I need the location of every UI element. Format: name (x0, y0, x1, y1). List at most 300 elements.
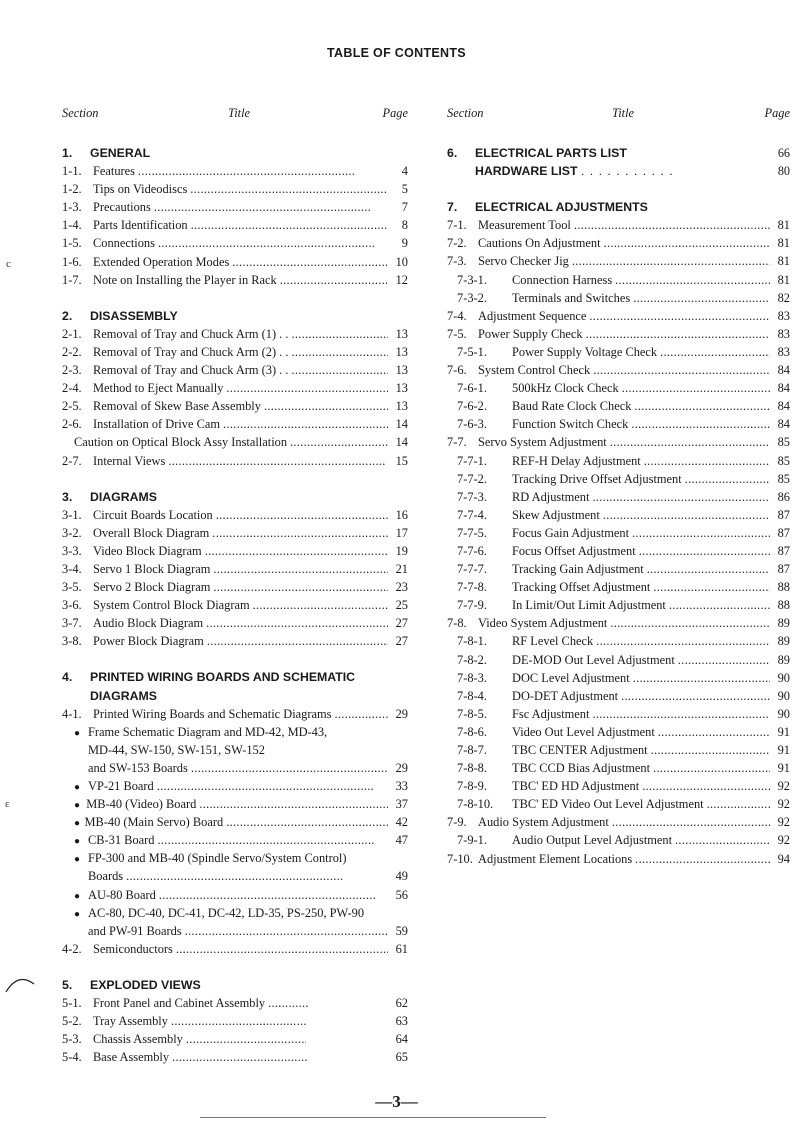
toc-entry[interactable] (62, 994, 408, 1012)
toc-subentry[interactable] (447, 415, 790, 433)
toc-entry[interactable] (447, 850, 790, 868)
toc-entry[interactable]: 4-2. Semiconductors . . . 61 (62, 940, 408, 958)
entry-title: RD Adjustment (512, 489, 590, 504)
entry-title: Front Panel and Cabinet Assembly (93, 996, 266, 1011)
entry-number: 5-3. (62, 1032, 82, 1047)
entry-title: Caution on Optical Block Assy Installation (74, 435, 288, 450)
toc-subentry[interactable] (447, 470, 790, 488)
entry-title: TBC CCD Bias Adjustment (512, 761, 651, 776)
entry-page: 8 (401, 218, 408, 233)
entry-page: 5 (401, 182, 408, 197)
entry-number: 7-9-1. (457, 833, 487, 848)
entry-page: 94 (777, 851, 790, 866)
entry-title: Tracking Drive Offset Adjustment (512, 471, 682, 486)
dot-leader (220, 415, 388, 433)
entry-number: 3-5. (62, 580, 82, 595)
toc-subentry[interactable] (447, 741, 790, 759)
page-title: TABLE OF CONTENTS (327, 46, 466, 60)
entry-title: System Control Check (478, 363, 591, 378)
dot-leader (590, 361, 770, 379)
toc-subentry[interactable] (447, 379, 790, 397)
left-column (62, 106, 408, 1084)
toc-subentry[interactable] (447, 795, 790, 813)
entry-number: 7-7. (447, 435, 467, 450)
toc-subentry[interactable] (447, 271, 790, 289)
entry-number: 7-7-9. (457, 598, 487, 613)
entry-page: 83 (777, 308, 790, 323)
entry-page: 92 (777, 815, 790, 830)
entry-number: 7-8-5. (457, 706, 487, 721)
toc-entry[interactable] (62, 506, 408, 524)
column-header (447, 106, 790, 122)
toc-subentry-cont[interactable]: and PW-91 Boards . . . 59 (62, 922, 408, 940)
header-section: Section (447, 106, 484, 120)
dot-leader (571, 216, 770, 234)
dot-leader (648, 741, 770, 759)
entry-page: 10 (395, 254, 408, 269)
toc-entry[interactable] (62, 560, 408, 578)
toc-entry[interactable] (62, 253, 408, 271)
entry-page: 92 (777, 797, 790, 812)
group-heading-cont: DIAGRAMS (90, 688, 157, 703)
dot-leader (629, 524, 770, 542)
entry-title: Features (93, 164, 135, 179)
dot-leader (666, 596, 770, 614)
toc-subentry[interactable] (447, 831, 790, 849)
entry-number: 2-4. (62, 381, 82, 396)
entry-title: Video Out Level Adjustment (512, 724, 655, 739)
dot-leader (589, 705, 770, 723)
header-title: Title (228, 106, 251, 120)
dot-leader (675, 651, 770, 669)
entry-page: 21 (395, 561, 408, 576)
toc-subentry[interactable]: ● FP-300 and MB-40 (Spindle Servo/System Control) (74, 851, 347, 866)
entry-page: 90 (777, 688, 790, 703)
dot-leader (168, 1012, 306, 1030)
entry-title: Tray Assembly (93, 1014, 168, 1029)
entry-number: 2-5. (62, 399, 82, 414)
dot-leader (213, 506, 388, 524)
toc-subentry[interactable] (447, 777, 790, 795)
toc-subentry[interactable]: ● Frame Schematic Diagram and MD-42, MD-43, (74, 724, 328, 739)
entry-page: 90 (777, 706, 790, 721)
corner-mark (4, 970, 44, 1000)
entry-number: 7-3-1. (457, 272, 487, 287)
toc-entry[interactable] (62, 180, 408, 198)
toc-group-general (62, 144, 408, 289)
dot-leader (657, 343, 770, 361)
toc-subentry[interactable]: ● AU-80 Board . . . 56 (62, 886, 408, 904)
toc-entry[interactable] (447, 252, 790, 270)
toc-entry[interactable] (62, 578, 408, 596)
toc-group-electrical-adjustments (447, 198, 790, 867)
entry-page: 62 (395, 996, 408, 1011)
entry-page: 13 (395, 381, 408, 396)
toc-entry[interactable] (62, 433, 408, 451)
dot-leader (619, 379, 770, 397)
dot-leader (135, 162, 388, 180)
entry-number: 3-8. (62, 634, 82, 649)
dot-leader (630, 289, 770, 307)
toc-subentry-cont[interactable]: and SW-153 Boards . . . 29 (62, 759, 408, 777)
dot-leader (631, 397, 770, 415)
dot-leader (204, 632, 388, 650)
toc-entry[interactable] (447, 325, 790, 343)
entry-page: 81 (777, 272, 790, 287)
dot-leader (607, 614, 770, 632)
entry-number: 7-8-10. (457, 797, 494, 812)
group-heading: 4. PRINTED WIRING BOARDS AND SCHEMATIC (62, 670, 356, 685)
entry-number: 7-3-2. (457, 290, 487, 305)
entry-page: 85 (777, 453, 790, 468)
dot-leader (250, 596, 388, 614)
dot-leader (672, 831, 770, 849)
dot-leader (202, 542, 388, 560)
group-heading: 1. GENERAL (62, 146, 151, 160)
toc-subentry[interactable] (447, 397, 790, 415)
entry-number: 7-8-8. (457, 761, 487, 776)
header-title: Title (612, 106, 635, 120)
toc-entry[interactable] (447, 813, 790, 831)
entry-title: Internal Views (93, 453, 166, 468)
column-header (62, 106, 408, 122)
toc-entry[interactable] (62, 343, 408, 361)
toc-subentry[interactable] (447, 452, 790, 470)
entry-number: 7-6-3. (457, 417, 487, 432)
entry-number: 7-8-3. (457, 670, 487, 685)
entry-page: 9 (401, 236, 408, 251)
entry-page: 63 (395, 1014, 408, 1029)
dot-leader (165, 452, 388, 470)
entry-page: 4 (401, 164, 408, 179)
toc-entry[interactable] (62, 271, 408, 289)
toc-entry[interactable] (62, 397, 408, 415)
toc-group-disassembly (62, 307, 408, 470)
entry-title: Tracking Gain Adjustment (512, 562, 644, 577)
dot-leader (151, 198, 388, 216)
group-heading[interactable]: 6. ELECTRICAL PARTS LIST 66 (447, 146, 790, 160)
entry-title: Function Switch Check (512, 417, 629, 432)
toc-entry[interactable] (447, 307, 790, 325)
entry-title: System Control Block Diagram (93, 598, 250, 613)
entry-number: 7-8-2. (457, 652, 487, 667)
entry-number: 7-1. (447, 218, 467, 233)
entry-number: 2-7. (62, 453, 82, 468)
dot-leader (203, 614, 388, 632)
dot-leader (169, 1048, 307, 1066)
dot-leader (600, 506, 770, 524)
dot-leader (636, 542, 770, 560)
entry-number: 7-6-2. (457, 399, 487, 414)
toc-group-printed-wiring (62, 668, 408, 958)
entry-page: 19 (395, 543, 408, 558)
header-page: Page (764, 106, 790, 120)
toc-subentry[interactable] (447, 705, 790, 723)
entry-number: 7-2. (447, 236, 467, 251)
entry-number: 7-8-7. (457, 743, 487, 757)
toc-subentry[interactable] (447, 506, 790, 524)
entry-number: 7-7-1. (457, 453, 487, 468)
toc-entry[interactable] (447, 614, 790, 632)
entry-title: TBC' ED Video Out Level Adjustment (512, 797, 704, 812)
entry-page: 82 (777, 290, 790, 305)
toc-subentry[interactable] (447, 343, 790, 361)
margin-mark: ε (5, 798, 10, 810)
entry-page: 25 (395, 598, 408, 613)
entry-title: Measurement Tool (478, 218, 571, 233)
entry-page: 86 (777, 489, 790, 504)
dot-leader (650, 578, 770, 596)
toc-entry[interactable] (62, 542, 408, 560)
entry-title: Removal of Tray and Chuck Arm (2) . . (93, 344, 289, 359)
entry-number: 7-5. (447, 326, 467, 341)
entry-title: Servo 2 Block Diagram (93, 580, 211, 595)
entry-page: 89 (777, 652, 790, 667)
dot-leader (618, 687, 770, 705)
entry-page: 13 (395, 399, 408, 414)
entry-page: 13 (395, 326, 408, 341)
margin-mark: c (6, 258, 11, 270)
entry-number: 7-4. (447, 308, 467, 323)
entry-title: Note on Installing the Player in Rack (93, 272, 277, 287)
entry-number: 3-2. (62, 525, 82, 540)
toc-entry[interactable] (62, 325, 408, 343)
toc-subentry[interactable] (447, 524, 790, 542)
entry-title: Audio Output Level Adjustment (512, 833, 673, 848)
toc-subentry[interactable] (447, 632, 790, 650)
entry-number: 5-4. (62, 1050, 82, 1065)
entry-page: 84 (777, 381, 790, 396)
dot-leader (223, 379, 388, 397)
toc-subentry[interactable]: ● MB-40 (Main Servo) Board . . . 42 (62, 813, 408, 831)
entry-number: 1-1. (62, 164, 82, 179)
toc-entry[interactable] (62, 1030, 408, 1048)
toc-subentry[interactable]: ● VP-21 Board . . . 33 (62, 777, 408, 795)
toc-entry[interactable] (62, 614, 408, 632)
entry-number: 7-7-7. (457, 562, 487, 577)
toc-subentry[interactable] (447, 578, 790, 596)
entry-page: 14 (395, 417, 408, 432)
toc-subentry[interactable] (447, 596, 790, 614)
dot-leader (187, 180, 388, 198)
entry-title: Parts Identification (93, 218, 188, 233)
group-heading: 2. DISASSEMBLY (62, 308, 178, 323)
entry-number: 2-2. (62, 344, 82, 359)
dot-leader (155, 234, 388, 252)
entry-title: DE-MOD Out Level Adjustment (512, 652, 675, 667)
toc-entry[interactable] (447, 433, 790, 451)
entry-page: 81 (777, 236, 790, 251)
dot-leader (287, 433, 388, 451)
entry-title: Connection Harness (512, 272, 613, 287)
toc-entry[interactable] (62, 452, 408, 470)
toc-entry[interactable]: 4-1. Printed Wiring Boards and Schematic Diagrams . . . 29 (62, 705, 408, 723)
entry-title: Removal of Tray and Chuck Arm (3) . . (93, 363, 289, 378)
group-heading-cont[interactable]: HARDWARE LIST . . . . . . . . . . . 80 (475, 164, 790, 179)
entry-title: Servo System Adjustment (478, 435, 607, 450)
dot-leader (630, 669, 770, 687)
entry-number: 2-6. (62, 417, 82, 432)
entry-page: 17 (395, 525, 408, 540)
entry-number: 7-7-4. (457, 507, 487, 522)
entry-number: 7-7-3. (457, 489, 487, 504)
dot-leader (704, 795, 770, 813)
toc-entry[interactable] (447, 234, 790, 252)
entry-page: 92 (777, 779, 790, 794)
toc-subentry[interactable] (447, 669, 790, 687)
dot-leader (569, 252, 770, 270)
entry-page: 89 (777, 616, 790, 631)
entry-title: RF Level Check (512, 634, 594, 649)
dot-leader (589, 488, 770, 506)
toc-entry[interactable] (62, 216, 408, 234)
toc-entry[interactable] (62, 234, 408, 252)
toc-subentry[interactable] (447, 687, 790, 705)
footer-rule (200, 1117, 546, 1118)
entry-page: 23 (395, 580, 408, 595)
toc-subentry[interactable]: ● AC-80, DC-40, DC-41, DC-42, LD-35, PS-250, PW-90 (74, 905, 365, 920)
entry-page: 84 (777, 417, 790, 432)
dot-leader (655, 723, 770, 741)
entry-number: 7-7-2. (457, 471, 487, 486)
entry-page: 27 (395, 634, 408, 649)
entry-page: 83 (777, 344, 790, 359)
toc-entry[interactable] (62, 361, 408, 379)
entry-title: TBC CENTER Adjustment (512, 743, 648, 757)
dot-leader (641, 452, 770, 470)
dot-leader (609, 813, 770, 831)
entry-page: 91 (777, 743, 790, 757)
toc-subentry[interactable] (447, 723, 790, 741)
entry-title: Connections (93, 236, 155, 251)
toc-group-diagrams (62, 488, 408, 651)
entry-page: 92 (777, 833, 790, 848)
entry-title: REF-H Delay Adjustment (512, 453, 641, 468)
dot-leader (593, 632, 770, 650)
header-page: Page (382, 106, 408, 120)
entry-number: 7-3. (447, 254, 467, 269)
entry-page: 85 (777, 471, 790, 486)
entry-title: Tracking Offset Adjustment (512, 580, 651, 595)
dot-leader (288, 361, 388, 379)
toc-entry[interactable] (447, 361, 790, 379)
entry-title: Fsc Adjustment (512, 706, 590, 721)
page-number: —3— (375, 1092, 418, 1111)
entry-page: 65 (395, 1050, 408, 1065)
entry-title: Baud Rate Clock Check (512, 399, 632, 414)
toc-subentry[interactable] (447, 560, 790, 578)
toc-entry[interactable] (62, 162, 408, 180)
toc-subentry[interactable] (447, 542, 790, 560)
entry-number: 7-6-1. (457, 381, 487, 396)
entry-page: 88 (777, 580, 790, 595)
entry-title: DO-DET Adjustment (512, 688, 619, 703)
entry-page: 87 (777, 543, 790, 558)
entry-number: 3-6. (62, 598, 82, 613)
toc-entry[interactable] (62, 1012, 408, 1030)
toc-entry[interactable] (62, 198, 408, 216)
toc-group-exploded-views (62, 976, 408, 1066)
dot-leader (650, 759, 770, 777)
entry-title: Servo Checker Jig (478, 254, 569, 269)
toc-entry[interactable] (62, 524, 408, 542)
entry-page: 64 (395, 1032, 408, 1047)
entry-title: Audio Block Diagram (93, 616, 204, 631)
entry-title: Adjustment Element Locations (478, 851, 633, 866)
dot-leader (288, 343, 388, 361)
toc-subentry[interactable] (447, 488, 790, 506)
entry-page: 12 (395, 272, 408, 287)
toc-subentry-cont: MD-44, SW-150, SW-151, SW-152 (88, 742, 265, 757)
entry-page: 87 (777, 525, 790, 540)
toc-entry[interactable] (62, 632, 408, 650)
dot-leader (210, 560, 388, 578)
entry-number: 2-1. (62, 326, 82, 341)
toc-entry[interactable] (447, 216, 790, 234)
entry-title: Overall Block Diagram (93, 525, 210, 540)
entry-page: 15 (395, 453, 408, 468)
entry-page: 87 (777, 507, 790, 522)
toc-subentry[interactable]: ● MB-40 (Video) Board . . . 37 (62, 795, 408, 813)
entry-title: Removal of Skew Base Assembly (93, 399, 261, 414)
entry-title: Tips on Videodiscs (93, 182, 188, 197)
entry-number: 7-5-1. (457, 344, 487, 359)
dot-leader (612, 271, 770, 289)
dot-leader (277, 271, 388, 289)
dot-leader (601, 234, 770, 252)
entry-title: Focus Offset Adjustment (512, 543, 636, 558)
right-column (447, 106, 790, 868)
entry-number: 7-8-4. (457, 688, 487, 703)
toc-entry[interactable] (62, 415, 408, 433)
entry-number: 1-3. (62, 200, 82, 215)
entry-title: 500kHz Clock Check (512, 381, 619, 396)
entry-number: 5-2. (62, 1014, 82, 1029)
toc-subentry[interactable]: ● CB-31 Board . . . 47 (62, 831, 408, 849)
toc-subentry[interactable] (447, 651, 790, 669)
entry-page: 81 (777, 218, 790, 233)
toc-entry[interactable] (62, 596, 408, 614)
toc-subentry-cont[interactable]: Boards . . . 49 (62, 867, 408, 885)
entry-number: 1-5. (62, 236, 82, 251)
entry-title: Method to Eject Manually (93, 381, 224, 396)
entry-page: 7 (401, 200, 408, 215)
dot-leader (644, 560, 770, 578)
entry-number: 7-6. (447, 363, 467, 378)
group-heading: 5. EXPLODED VIEWS (62, 977, 201, 992)
entry-title: Power Block Diagram (93, 634, 204, 649)
toc-entry[interactable] (62, 379, 408, 397)
entry-page: 84 (777, 399, 790, 414)
toc-entry[interactable] (62, 1048, 408, 1066)
dot-leader (210, 578, 388, 596)
entry-page: 90 (777, 670, 790, 685)
entry-number: 1-6. (62, 254, 82, 269)
entry-number: 7-9. (447, 815, 467, 830)
entry-page: 91 (777, 761, 790, 776)
entry-title: Extended Operation Modes (93, 254, 230, 269)
group-heading: 7. ELECTRICAL ADJUSTMENTS (447, 200, 648, 215)
entry-page: 16 (395, 507, 408, 522)
dot-leader (628, 415, 770, 433)
entry-number: 3-4. (62, 561, 82, 576)
entry-number: 1-4. (62, 218, 82, 233)
entry-title: Power Supply Check (478, 326, 583, 341)
entry-title: Servo 1 Block Diagram (93, 561, 211, 576)
toc-subentry[interactable] (447, 289, 790, 307)
entry-page: 87 (777, 562, 790, 577)
toc-subentry[interactable] (447, 759, 790, 777)
